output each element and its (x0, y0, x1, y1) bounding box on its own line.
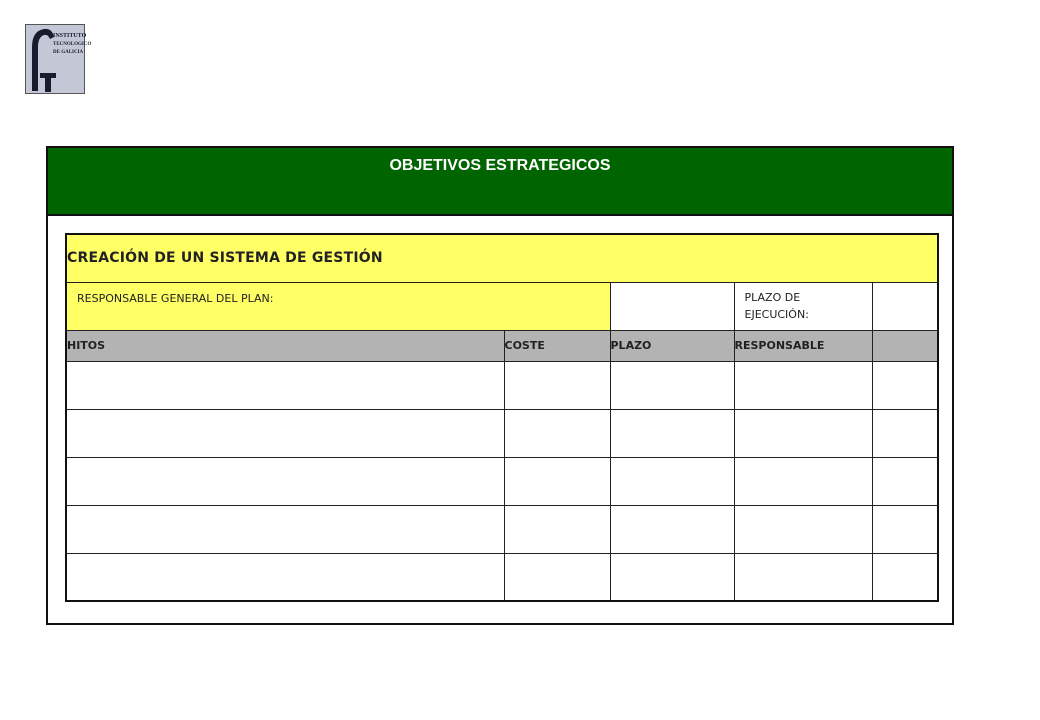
table-cell[interactable] (734, 457, 872, 505)
table-cell[interactable] (66, 361, 504, 409)
table-cell[interactable] (872, 457, 938, 505)
logo-emblem-icon (26, 25, 92, 93)
table-cell[interactable] (872, 361, 938, 409)
column-header-extra (872, 330, 938, 361)
table-cell[interactable] (504, 505, 610, 553)
logo-text-line-1: INSTITUTO (53, 33, 87, 39)
responsible-row (66, 282, 938, 330)
responsible-label: RESPONSABLE GENERAL DEL PLAN: (66, 282, 610, 330)
table-cell[interactable] (610, 505, 734, 553)
table-cell[interactable] (872, 505, 938, 553)
plan-title-row (66, 234, 938, 282)
column-header-hitos: HITOS (66, 330, 504, 361)
logo-text-line-2: TECNOLOGICO (53, 42, 92, 47)
objectives-header (48, 148, 952, 216)
column-header-coste: COSTE (504, 330, 610, 361)
institute-logo (25, 24, 92, 94)
page-title: OBJETIVOS ESTRATEGICOS (389, 157, 611, 174)
table-cell[interactable] (734, 409, 872, 457)
plan-title: CREACIÓN DE UN SISTEMA DE GESTIÓN (66, 234, 938, 282)
table-row (66, 409, 938, 457)
responsible-value-cell[interactable] (610, 282, 734, 330)
table-cell[interactable] (504, 457, 610, 505)
table-cell[interactable] (872, 409, 938, 457)
table-cell[interactable] (610, 457, 734, 505)
deadline-value-cell[interactable] (872, 282, 938, 330)
table-cell[interactable] (610, 361, 734, 409)
table-cell[interactable] (610, 553, 734, 601)
column-header-responsable: RESPONSABLE (734, 330, 872, 361)
table-cell[interactable] (734, 361, 872, 409)
plan-table (65, 233, 939, 602)
objectives-panel (46, 146, 954, 625)
table-cell[interactable] (66, 553, 504, 601)
table-cell[interactable] (66, 457, 504, 505)
table-cell[interactable] (610, 409, 734, 457)
table-cell[interactable] (872, 553, 938, 601)
table-cell[interactable] (734, 505, 872, 553)
table-row (66, 361, 938, 409)
table-cell[interactable] (504, 361, 610, 409)
logo-text-line-3: DE GALICIA (53, 50, 84, 55)
column-header-row (66, 330, 938, 361)
table-row (66, 457, 938, 505)
table-cell[interactable] (66, 505, 504, 553)
table-row (66, 505, 938, 553)
table-cell[interactable] (734, 553, 872, 601)
table-cell[interactable] (504, 409, 610, 457)
deadline-label: PLAZO DE EJECUCIÓN: (734, 282, 872, 330)
column-header-plazo: PLAZO (610, 330, 734, 361)
table-row (66, 553, 938, 601)
table-cell[interactable] (504, 553, 610, 601)
table-cell[interactable] (66, 409, 504, 457)
